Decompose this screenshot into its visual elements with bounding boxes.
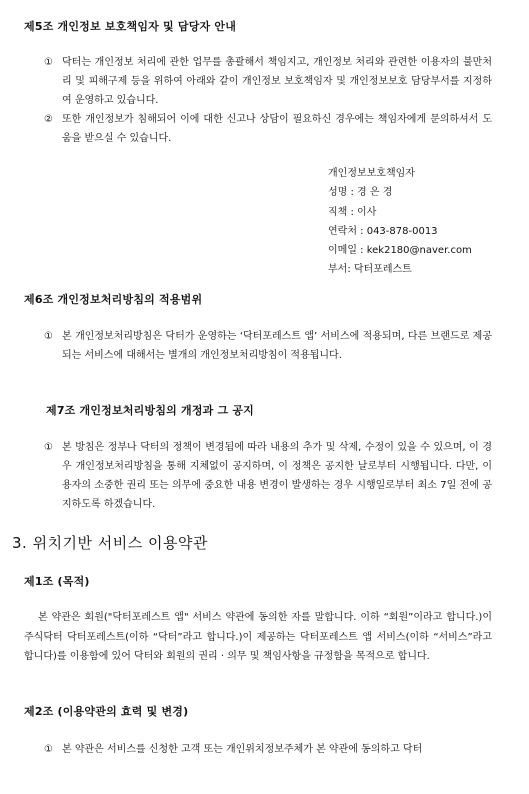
item-number: ② [44,114,53,125]
item-text: 본 약관은 서비스를 신청한 고객 또는 개인위치정보주체가 본 약관에 동의하고 닥터 [62,744,423,755]
location-article-1-title: 제1조 (목적) [24,575,90,588]
article-6-item-1 [44,327,492,365]
location-article-2-item-1 [44,740,492,759]
article-5-title: 제5조 개인정보 보호책임자 및 담당자 안내 [24,20,237,33]
contact-name: 성명 : 경 은 경 [328,187,393,199]
privacy-officer-contact [328,164,472,280]
contact-heading: 개인정보보호책임자 [328,168,415,179]
item-text: 닥터는 개인정보 처리에 관한 업무를 총괄해서 책임지고, 개인정보 처리와 관련한 이용자의 불만처리 및 피해구제 등을 위하여 아래와 같이 개인정보 보호책임자 및 개인정보보호 담당부서를 지정하여 운영하고 있습니다. [62,57,492,106]
item-text: 본 개인정보처리방침은 닥터가 운영하는 ‘닥터포레스트 앱’ 서비스에 적용되며, 다른 브랜드로 제공되는 서비스에 대해서는 별개의 개인정보처리방침이 적용됩니다. [62,331,492,361]
contact-position: 직책 : 이사 [328,206,377,218]
location-article-1-text: 본 약관은 회원("닥터포레스트 앱" 서비스 약관에 동의한 자를 말합니다. 이하 “회원”이라고 합니다.)이 주식닥터 닥터포레스트(이하 “닥터”라고 합니다.)이 제공하는 닥터포레스트 앱 서비스(이하 “서비스”라고 합니다)를 이용함에 있어 닥터와 회원의 권리 · 의무 및 책임사항을 규정함을 목적으로 합니다. [24,612,492,662]
article-5-item-2 [44,110,492,148]
item-text: 또한 개인정보가 침해되어 이에 대한 신고나 상담이 필요하신 경우에는 책임자에게 문의하셔서 도움을 받으실 수 있습니다. [62,114,492,144]
item-text: 본 방침은 정부나 닥터의 정책이 변경됨에 따라 내용의 추가 및 삭제, 수정이 있을 수 있으며, 이 경우 개인정보처리방침을 통해 지체없이 공지하며, 이 정책은 공지한 날로부터 시행됩니다. 다만, 이용자의 소중한 권리 또는 의무에 중요한 내용 변경이 발생하는 경우 시행일로부터 최소 7일 전에 공지하도록 하겠습니다. [62,442,492,510]
contact-phone: 연락처 : 043-878-0013 [328,225,438,237]
article-7-title: 제7조 개인정보처리방침의 개정과 그 공지 [46,404,255,417]
item-number: ① [44,57,53,68]
item-number: ① [44,331,53,342]
item-number: ① [44,442,53,453]
contact-department: 부서: 닥터포레스트 [328,264,412,276]
item-number: ① [44,744,53,755]
article-5-item-1 [44,53,492,110]
section-3-title: 3. 위치기반 서비스 이용약관 [12,534,209,552]
article-7-item-1 [44,438,492,514]
article-6-title: 제6조 개인정보처리방침의 적용범위 [24,293,203,306]
contact-email: 이메일 : kek2180@naver.com [328,245,472,257]
location-article-2-title: 제2조 (이용약관의 효력 및 변경) [24,705,189,718]
